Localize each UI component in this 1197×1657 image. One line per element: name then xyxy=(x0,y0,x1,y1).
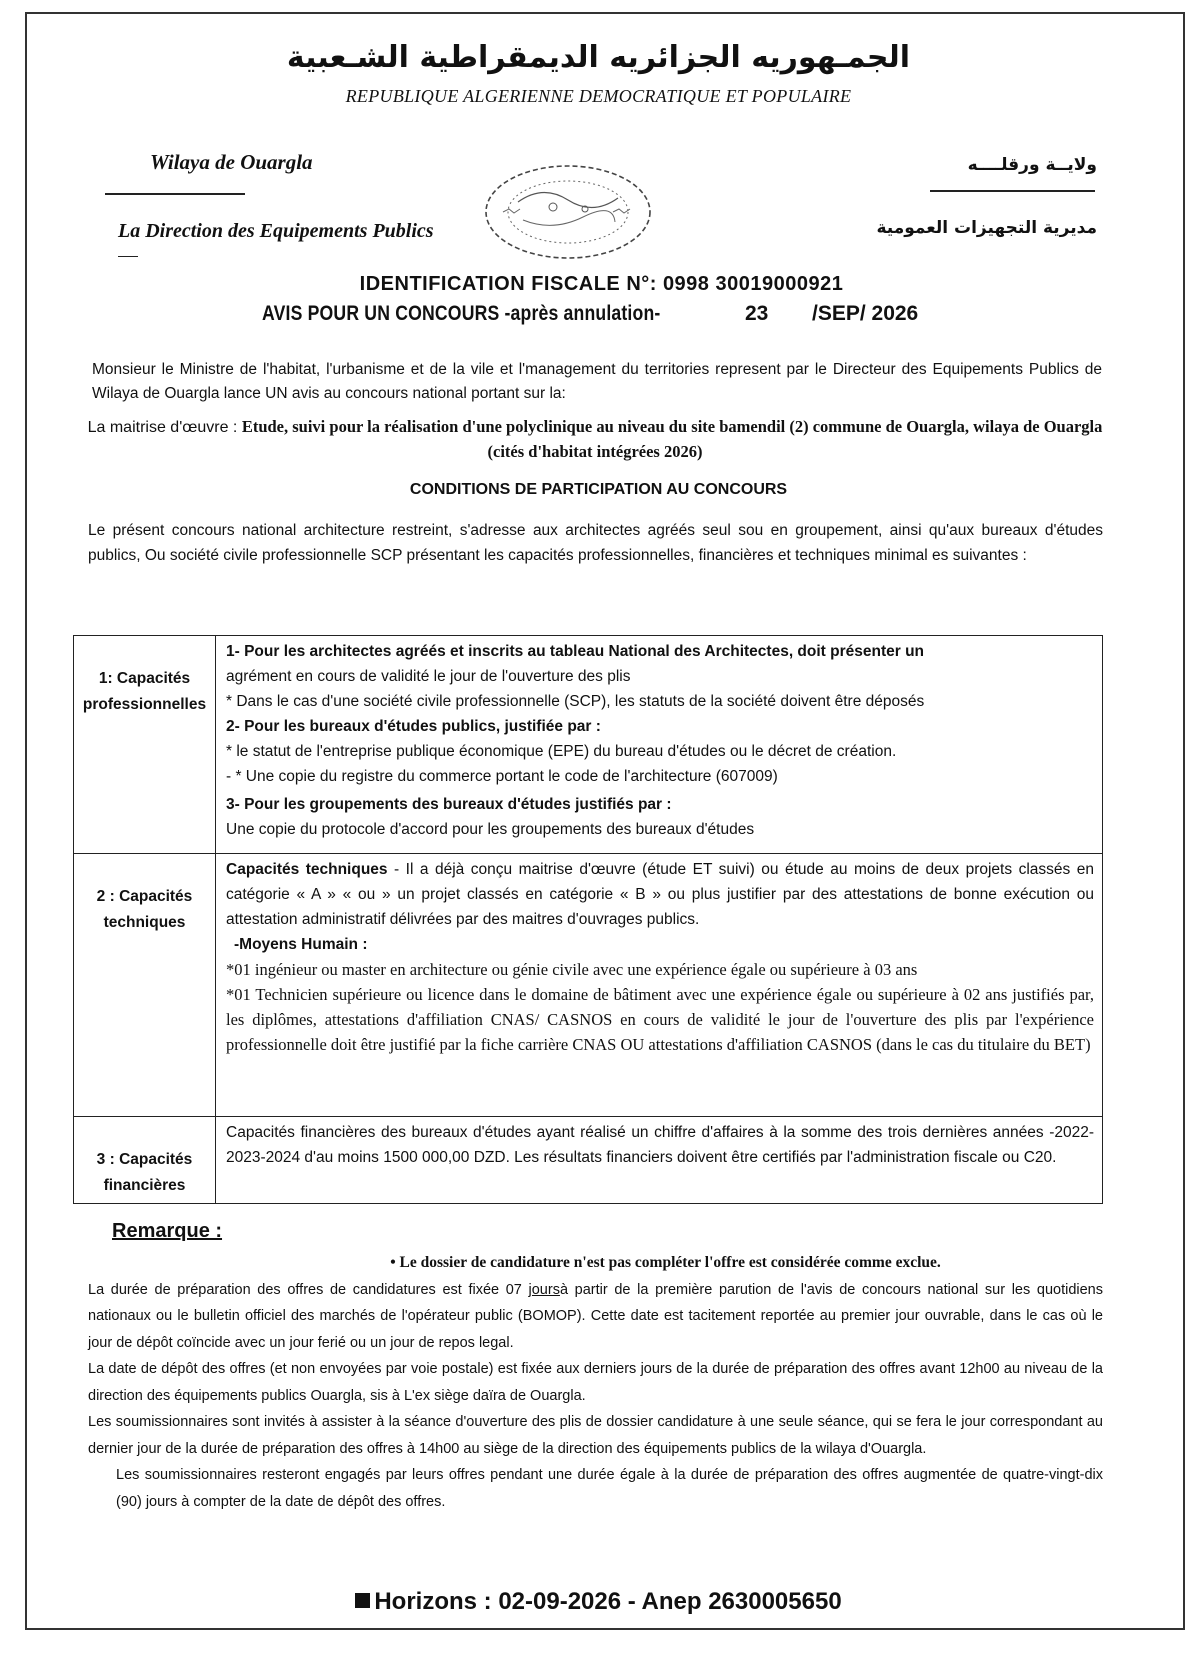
notice-month-year: /SEP/ 2026 xyxy=(812,302,919,325)
professional-capacities-body xyxy=(216,636,1103,854)
notice-day: 23 xyxy=(745,302,769,325)
conditions-intro: Le présent concours national architecture restreint, s'adresse aux architectes agréés seul sou en groupement, ainsi qu'aux bureaux d'études publics, Ou société civile professionnelle SCP présentant les capacités professionnelles, financières et techniques minimal es suivantes : xyxy=(88,522,1103,564)
fiscal-number: 0998 30019000921 xyxy=(662,273,844,295)
republic-title-fr: REPUBLIQUE ALGERIENNE DEMOCRATIQUE ET POPULAIRE xyxy=(345,86,852,106)
list-item: - * Une copie du registre du commerce portant le code de l'architecture (607009) xyxy=(226,768,778,785)
fiscal-label: IDENTIFICATION FISCALE N°: xyxy=(359,273,657,295)
fiscal-identification xyxy=(0,273,1197,296)
divider xyxy=(105,193,245,195)
professional-capacities-label: 1: Capacités professionnelles xyxy=(74,636,216,854)
square-bullet-icon xyxy=(355,1593,370,1608)
technical-capacities-body xyxy=(216,854,1103,1117)
financial-capacities-body: Capacités financières des bureaux d'études ayant réalisé un chiffre d'affaires à la somme des trois dernières années -2022-2023-2024 d'au moins 1500 000,00 DZD. Les résultats financiers doivent être certifiés par l'administration fiscale ou C20. xyxy=(216,1117,1103,1204)
direction-name-fr: La Direction des Equipements Publics xyxy=(118,220,434,242)
official-seal-stamp xyxy=(483,162,653,264)
list-item: agrément en cours de validité le jour de l'ouverture des plis xyxy=(226,668,631,685)
technical-text: - Il a déjà conçu maitrise d'œuvre (étude ET suivi) ou étude au moins de deux projets classés en catégorie « A » « ou » un projet classés en catégorie « B » ou plus justifier par des attestations de bonne exécution ou attestation administratif délivrées par des maitres d'ouvrages publics. xyxy=(226,861,1094,928)
remark-deposit: La date de dépôt des offres (et non envoyées par voie postale) est fixée aux derniers jours de la durée de préparation des offres avant 12h00 au niveau de la direction des équipements publics Ouargla, sis à L'ex siège daïra de Ouargla. xyxy=(88,1361,1103,1404)
remark-preparation: La durée de préparation des offres de candidatures est fixée 07 joursà partir de la première parution de l'avis de concours national sur les quotidiens nationaux ou le bulletin officiel des marchés de l'opérateur public (BOMOP). Cette date est tacitement reportée au premier jour ouvrable, dans le cas où le jour de dépôt coïncide avec un jour ferié ou un jour de repos legal. xyxy=(88,1281,1103,1351)
conditions-heading: CONDITIONS DE PARTICIPATION AU CONCOURS xyxy=(409,481,788,498)
remark-opening: Les soumissionnaires sont invités à assister à la séance d'ouverture des plis de dossier candidature à une seule séance, qui se fera le jour correspondant au dernier jour de la durée de préparation des offres à 14h00 au siège de la direction des équipements publics de la wilaya d'Ouargla. xyxy=(88,1414,1103,1457)
remark-exclusion: • Le dossier de candidature n'est pas compléter l'offre est considérée comme exclue. xyxy=(390,1254,941,1271)
project-object xyxy=(85,415,1105,465)
list-item: * Dans le cas d'une société civile professionnelle (SCP), les statuts de la société doivent être déposés xyxy=(226,693,925,710)
capacities-table xyxy=(73,635,1103,1204)
republic-title-ar: الجمـهوريه الجزائريه الديمقراطية الشـعبية xyxy=(286,40,911,75)
notice-title: AVIS POUR UN CONCOURS -après annulation- xyxy=(262,302,661,325)
technical-capacities-label: 2 : Capacités techniques xyxy=(74,854,216,1117)
remarks-body xyxy=(88,1250,1103,1515)
table-row xyxy=(74,854,1103,1117)
human-resource-item: *01 Technicien supérieure ou licence dans le domaine de bâtiment avec une expérience égale ou supérieure à 02 ans justifiés par, les diplômes, attestations d'affiliation CNAS/ CASNOS en cours de validité le jour de l'ouverture des plis par l'expérience professionnelle doit être justifié par la fiche carrière CNAS OU attestations d'affiliation CASNOS (dans le cas du titulaire du BET) xyxy=(226,985,1094,1054)
wilaya-name-ar: ولايــة ورقلــــه xyxy=(967,155,1097,175)
remark-commitment: Les soumissionnaires resteront engagés par leurs offres pendant une durée égale à la durée de préparation des offres augmentée de quatre-vingt-dix (90) jours à compter de la date de dépôt des offres. xyxy=(116,1467,1103,1510)
list-item: * le statut de l'entreprise publique économique (EPE) du bureau d'études ou le décret de création. xyxy=(226,743,897,760)
list-item: Une copie du protocole d'accord pour les groupements des bureaux d'études xyxy=(226,821,755,838)
table-row xyxy=(74,636,1103,854)
maitrise-label: La maitrise d'œuvre : xyxy=(87,419,238,436)
financial-capacities-label: 3 : Capacités financières xyxy=(74,1117,216,1204)
list-item: 2- Pour les bureaux d'études publics, justifiée par : xyxy=(226,718,601,735)
remarks-heading: Remarque : xyxy=(112,1220,223,1242)
table-row xyxy=(74,1117,1103,1204)
wilaya-name-fr: Wilaya de Ouargla xyxy=(150,150,313,174)
divider xyxy=(118,256,138,257)
footer-text: Horizons : 02-09-2026 - Anep 2630005650 xyxy=(374,1588,842,1615)
publication-footer xyxy=(0,1588,1197,1616)
moyens-humain-heading: -Moyens Humain : xyxy=(234,936,368,953)
maitrise-object: Etude, suivi pour la réalisation d'une polyclinique au niveau du site bamendil (2) commune de Ouargla, wilaya de Ouargla (cités d'habitat intégrées 2026) xyxy=(241,417,1103,461)
technical-lead: Capacités techniques xyxy=(226,861,388,878)
list-item: 3- Pour les groupements des bureaux d'études justifiés par : xyxy=(226,796,672,813)
divider xyxy=(930,190,1095,192)
human-resource-item: *01 ingénieur ou master en architecture ou génie civile avec une expérience égale ou supérieure à 03 ans xyxy=(226,960,918,979)
list-item: 1- Pour les architectes agréés et inscrits au tableau National des Architectes, doit présenter un xyxy=(226,643,925,660)
intro-paragraph: Monsieur le Ministre de l'habitat, l'urbanisme et de la vile et l'management du territories represent par le Directeur des Equipements Publics de Wilaya de Ouargla lance UN avis au concours national portant sur la: xyxy=(92,361,1102,402)
direction-name-ar: مديرية التجهيزات العمومية xyxy=(876,218,1097,238)
